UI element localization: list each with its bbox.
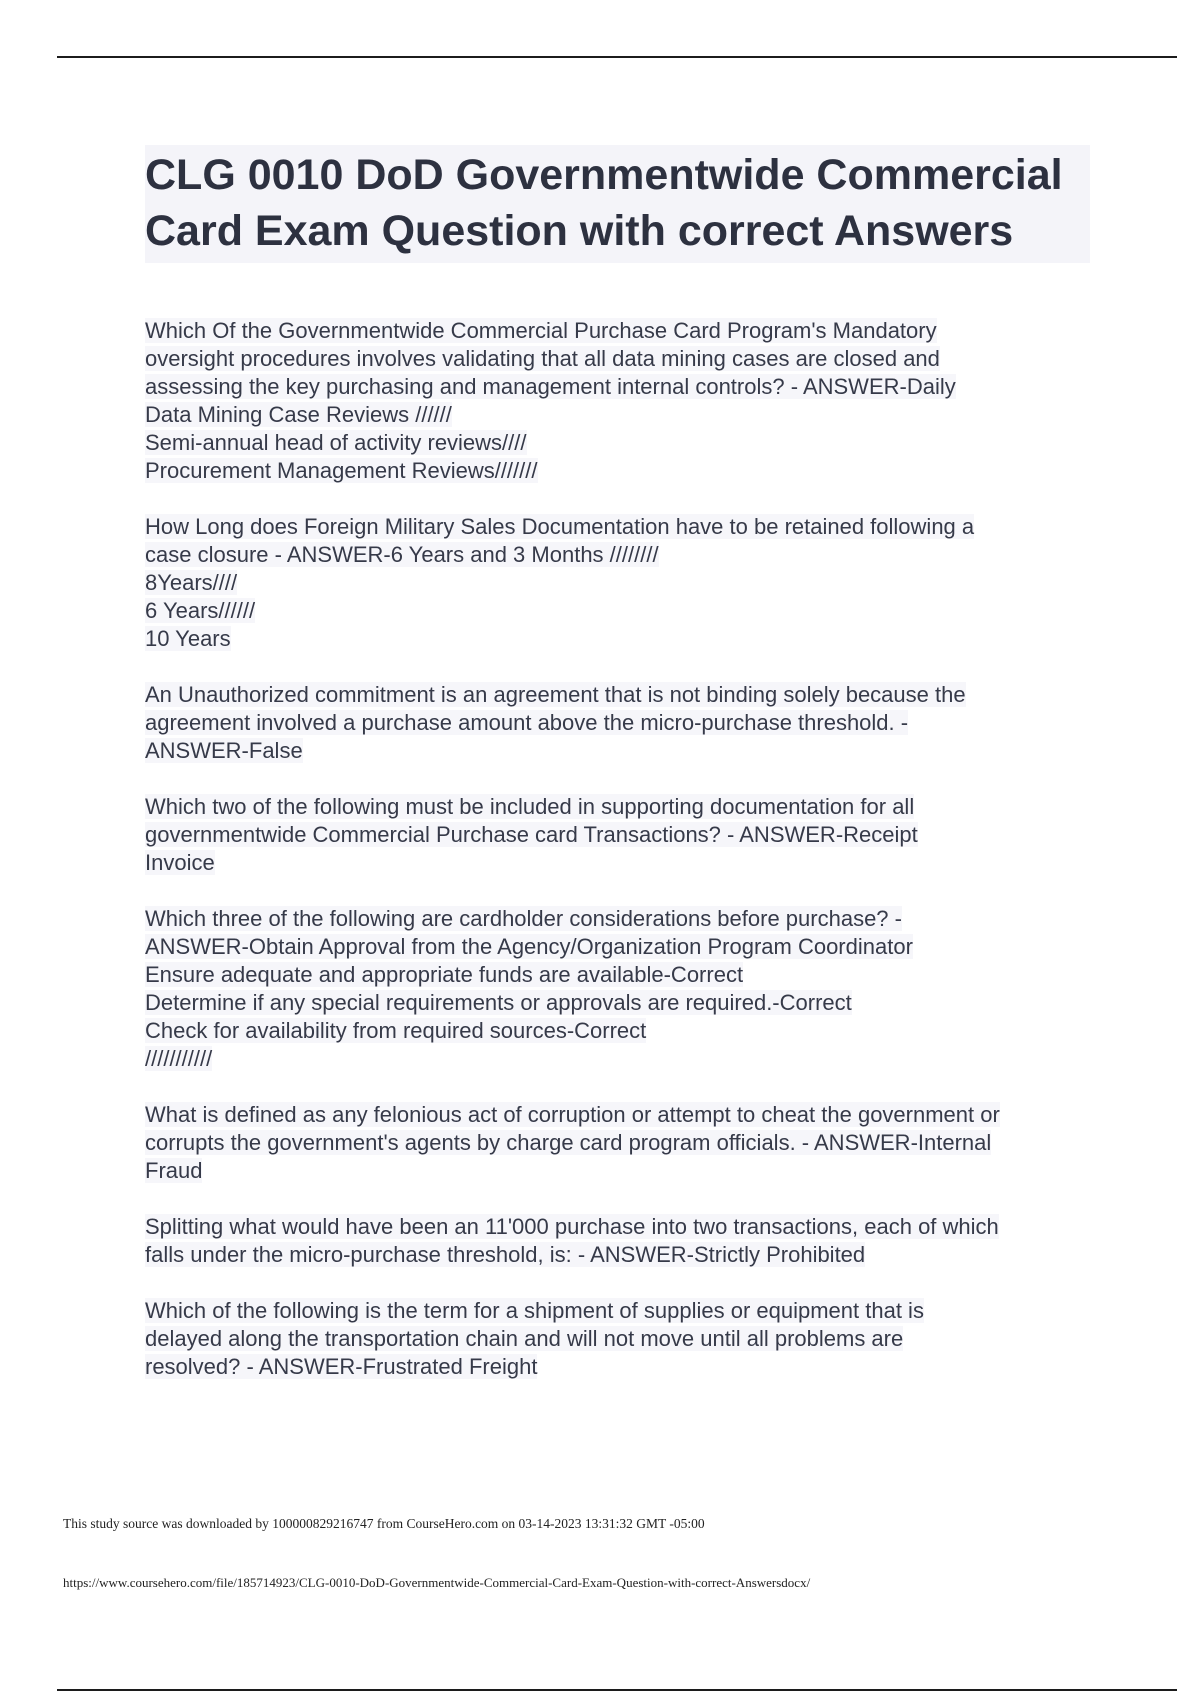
qa-line (145, 989, 1090, 1017)
qa-line (145, 1297, 1090, 1325)
qa-line (145, 597, 1090, 625)
qa-line (145, 905, 1090, 933)
qa-text: 10 Years (145, 626, 231, 651)
qa-line (145, 317, 1090, 345)
qa-line (145, 681, 1090, 709)
qa-line (145, 429, 1090, 457)
qa-text: Invoice (145, 850, 215, 875)
qa-text: Procurement Management Reviews/////// (145, 458, 538, 483)
qa-list (145, 317, 1090, 1381)
qa-text: delayed along the transportation chain and will not move until all problems are (145, 1326, 904, 1351)
qa-item (145, 317, 1090, 485)
qa-text: Which two of the following must be included in supporting documentation for all (145, 794, 915, 819)
qa-line (145, 345, 1090, 373)
qa-text: Which Of the Governmentwide Commercial Purchase Card Program's Mandatory (145, 318, 937, 343)
qa-text: Splitting what would have been an 11'000 purchase into two transactions, each of which (145, 1214, 999, 1239)
qa-text: Determine if any special requirements or approvals are required.-Correct (145, 990, 852, 1015)
qa-line (145, 1157, 1090, 1185)
qa-line (145, 1241, 1090, 1269)
qa-line (145, 541, 1090, 569)
title-block (145, 145, 1090, 263)
qa-text: What is defined as any felonious act of corruption or attempt to cheat the government or (145, 1102, 1000, 1127)
source-url: https://www.coursehero.com/file/185714923/CLG-0010-DoD-Governmentwide-Commercial-Card-Exam-Question-with-correct-Answersdocx/ (63, 1575, 811, 1590)
qa-line (145, 737, 1090, 765)
qa-text: 6 Years////// (145, 598, 256, 623)
qa-line (145, 1017, 1090, 1045)
qa-line (145, 401, 1090, 429)
qa-text: Semi-annual head of activity reviews//// (145, 430, 527, 455)
qa-text: An Unauthorized commitment is an agreement that is not binding solely because the (145, 682, 966, 707)
qa-text: Fraud (145, 1158, 203, 1183)
qa-text: Data Mining Case Reviews ////// (145, 402, 452, 427)
qa-line (145, 1045, 1090, 1073)
qa-line (145, 1325, 1090, 1353)
qa-line (145, 373, 1090, 401)
qa-line (145, 793, 1090, 821)
qa-line (145, 1101, 1090, 1129)
qa-text: /////////// (145, 1046, 213, 1071)
download-source-note: This study source was downloaded by 100000829216747 from CourseHero.com on 03-14-2023 13:31:32 GMT -05:00 (63, 1516, 705, 1531)
qa-line (145, 625, 1090, 653)
qa-line (145, 961, 1090, 989)
qa-line (145, 709, 1090, 737)
qa-item (145, 905, 1090, 1073)
qa-text: 8Years//// (145, 570, 238, 595)
document-body (145, 145, 1090, 1409)
qa-text: Which of the following is the term for a shipment of supplies or equipment that is (145, 1298, 924, 1323)
qa-line (145, 933, 1090, 961)
qa-text: oversight procedures involves validating that all data mining cases are closed and (145, 346, 940, 371)
qa-text: governmentwide Commercial Purchase card Transactions? - ANSWER-Receipt (145, 822, 918, 847)
qa-text: case closure - ANSWER-6 Years and 3 Months //////// (145, 542, 659, 567)
qa-text: How Long does Foreign Military Sales Documentation have to be retained following a (145, 514, 975, 539)
qa-item (145, 1101, 1090, 1185)
qa-text: agreement involved a purchase amount above the micro-purchase threshold. - (145, 710, 909, 735)
qa-text: ANSWER-Obtain Approval from the Agency/Organization Program Coordinator (145, 934, 913, 959)
qa-text: falls under the micro-purchase threshold, is: - ANSWER-Strictly Prohibited (145, 1242, 866, 1267)
qa-line (145, 849, 1090, 877)
qa-text: Which three of the following are cardholder considerations before purchase? - (145, 906, 902, 931)
qa-item (145, 793, 1090, 877)
qa-line (145, 513, 1090, 541)
top-divider (57, 56, 1177, 58)
qa-text: corrupts the government's agents by charge card program officials. - ANSWER-Internal (145, 1130, 992, 1155)
qa-line (145, 1129, 1090, 1157)
qa-text: assessing the key purchasing and management internal controls? - ANSWER-Daily (145, 374, 956, 399)
qa-text: Ensure adequate and appropriate funds are available-Correct (145, 962, 744, 987)
qa-item (145, 681, 1090, 765)
qa-line (145, 1213, 1090, 1241)
qa-text: resolved? - ANSWER-Frustrated Freight (145, 1354, 538, 1379)
qa-text: ANSWER-False (145, 738, 303, 763)
qa-text: Check for availability from required sources-Correct (145, 1018, 647, 1043)
qa-item (145, 1297, 1090, 1381)
qa-line (145, 821, 1090, 849)
qa-line (145, 569, 1090, 597)
document-title: CLG 0010 DoD Governmentwide Commercial Card Exam Question with correct Answers (145, 151, 1063, 255)
qa-line (145, 1353, 1090, 1381)
bottom-divider (57, 1689, 1177, 1691)
qa-item (145, 1213, 1090, 1269)
qa-item (145, 513, 1090, 653)
qa-line (145, 457, 1090, 485)
